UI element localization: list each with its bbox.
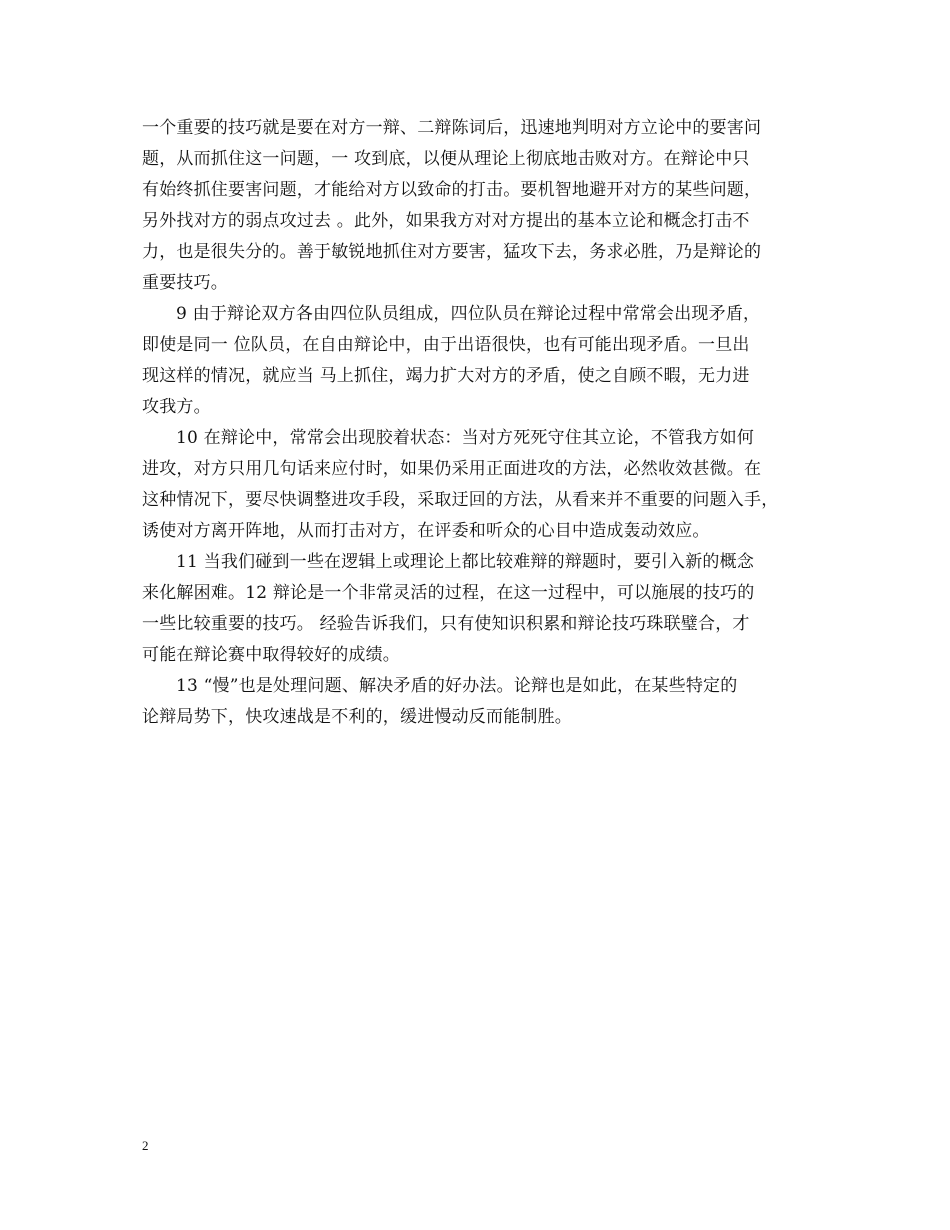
text-line: 来化解困难。12 辩论是一个非常灵活的过程，在这一过程中，可以施展的技巧的 [142,583,755,603]
text-line: 进攻，对方只用几句话来应付时，如果仍采用正面进攻的方法，必然收效甚微。在 [142,459,762,479]
paragraph-11-start: 11 当我们碰到一些在逻辑上或理论上都比较难辩的辩题时，要引入新的概念 [176,552,755,572]
paragraph-9-start: 9 由于辩论双方各由四位队员组成，四位队员在辩论过程中常常会出现矛盾， [176,304,761,324]
text-line: 有始终抓住要害问题，才能给对方以致命的打击。要机智地避开对方的某些问题， [142,180,762,200]
paragraph-13-start: 13 “慢”也是处理问题、解决矛盾的好办法。论辩也是如此，在某些特定的 [176,676,738,696]
text-line: 一些比较重要的技巧。 经验告诉我们，只有使知识积累和辩论技巧珠联璧合，才 [142,614,750,634]
text-line: 现这样的情况，就应当 马上抓住，竭力扩大对方的矛盾，使之自顾不暇，无力进 [142,366,750,386]
text-line: 重要技巧。 [142,273,228,293]
text-line: 攻我方。 [142,397,211,417]
text-line: 一个重要的技巧就是要在对方一辩、二辩陈词后，迅速地判明对方立论中的要害问 [142,118,762,138]
text-line: 这种情况下，要尽快调整进攻手段，采取迂回的方法，从看来并不重要的问题入手， [142,490,779,510]
paragraph-10-start: 10 在辩论中，常常会出现胶着状态：当对方死死守住其立论，不管我方如何 [176,428,755,448]
body-text [142,113,814,733]
text-line: 另外找对方的弱点攻过去 。此外，如果我方对对方提出的基本立论和概念打击不 [142,211,750,231]
page-number: 2 [142,1138,149,1153]
text-line: 可能在辩论赛中取得较好的成绩。 [142,645,400,665]
text-line: 题，从而抓住这一问题，一 攻到底，以便从理论上彻底地击败对方。在辩论中只 [142,149,750,169]
text-line: 即使是同一 位队员，在自由辩论中，由于出语很快，也有可能出现矛盾。一旦出 [142,335,750,355]
text-line: 诱使对方离开阵地，从而打击对方，在评委和听众的心目中造成轰动效应。 [142,521,710,541]
text-line: 论辩局势下，快攻速战是不利的，缓进慢动反而能制胜。 [142,707,572,727]
text-line: 力，也是很失分的。善于敏锐地抓住对方要害，猛攻下去，务求必胜，乃是辩论的 [142,242,762,262]
